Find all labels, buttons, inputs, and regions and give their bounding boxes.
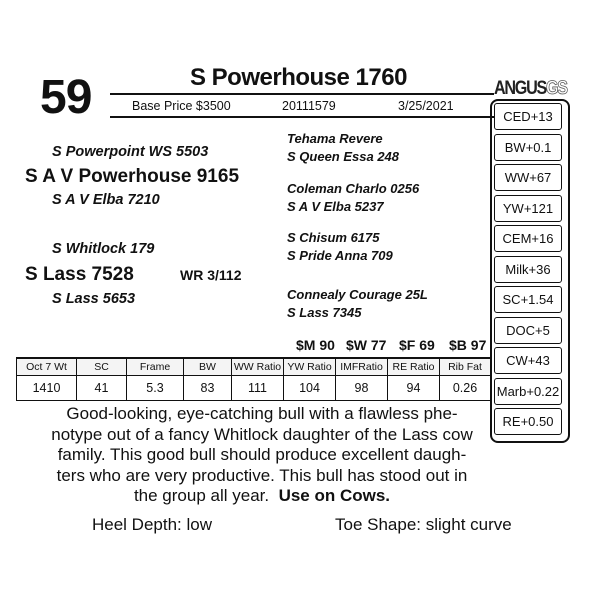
animal-name: S Powerhouse 1760 <box>190 64 407 91</box>
dam-dam: S Lass 5653 <box>52 291 136 307</box>
epd-value: +13 <box>530 109 553 124</box>
value-cell: 111 <box>232 376 284 401</box>
description-line: Good-looking, eye-catching bull with a flawless phe- <box>66 404 458 423</box>
description-line: the group all year. <box>133 486 270 505</box>
description-line-last <box>30 486 494 507</box>
epd-ced <box>494 103 562 130</box>
value-cell: 1410 <box>17 376 77 401</box>
epd-ww <box>494 164 562 191</box>
granddam-sire: Coleman Charlo 0256 <box>287 181 420 196</box>
epd-value: +121 <box>523 200 554 216</box>
dam-grandsire-sire: S Chisum 6175 <box>287 230 380 245</box>
epd-label: BW <box>504 139 526 155</box>
value-cell: 83 <box>184 376 232 401</box>
description-line: ters who are very productive. This bull has stood out in <box>56 465 468 485</box>
info-divider <box>110 116 494 118</box>
header-cell: SC <box>77 358 127 376</box>
sire: S A V Powerhouse 9165 <box>25 166 240 187</box>
granddam-dam: S A V Elba 5237 <box>287 199 384 214</box>
weaning-ratio: WR 3/112 <box>180 267 242 283</box>
index-w: $W 77 <box>346 337 387 353</box>
value-cell: 98 <box>336 376 388 401</box>
performance-table <box>16 357 491 401</box>
epd-marb <box>494 378 562 405</box>
epd-value: +16 <box>531 231 554 246</box>
epd-value: +5 <box>535 322 550 338</box>
epd-label: Marb <box>496 383 527 399</box>
lot-number: 59 <box>40 71 92 124</box>
grandsire-sire: Tehama Revere <box>287 131 383 146</box>
performance-value-row <box>17 376 491 401</box>
heel-depth: Heel Depth: low <box>92 515 213 534</box>
description <box>30 404 494 507</box>
value-cell: 104 <box>284 376 336 401</box>
epd-value: +36 <box>528 261 551 277</box>
grandsire-dam: S Queen Essa 248 <box>287 149 400 164</box>
breed-name: ANGUS <box>494 78 546 99</box>
dam: S Lass 7528 <box>25 264 134 285</box>
epd-label: WW <box>504 170 530 185</box>
epd-value: +0.1 <box>525 139 552 155</box>
epd-value: +0.50 <box>520 414 554 429</box>
value-cell: 0.26 <box>440 376 491 401</box>
performance-header-row <box>17 358 491 376</box>
epd-label: DOC <box>506 322 536 338</box>
description-line: notype out of a fancy Whitlock daughter of the Lass cow <box>51 424 473 444</box>
value-cell: 5.3 <box>127 376 184 401</box>
dam-grandsire-dam: S Pride Anna 709 <box>287 248 393 263</box>
epd-doc <box>494 317 562 344</box>
epd-value: +0.22 <box>526 383 560 399</box>
epd-sc <box>494 286 562 313</box>
epd-bw <box>494 134 562 161</box>
epd-yw <box>494 195 562 222</box>
epd-cw <box>494 347 562 374</box>
toe-shape: Toe Shape: slight curve <box>335 515 512 534</box>
registration-number: 20111579 <box>282 99 336 113</box>
description-line: family. This good bull should produce excellent daugh- <box>57 445 467 464</box>
epd-label: CW <box>506 353 528 368</box>
epd-value: +1.54 <box>520 292 554 307</box>
header-cell: BW <box>184 358 232 376</box>
index-f: $F 69 <box>399 337 435 353</box>
epd-value: +67 <box>529 170 552 185</box>
dam-granddam-dam: S Lass 7345 <box>287 305 362 320</box>
description-emphasis: Use on Cows. <box>278 486 391 505</box>
header-cell: RE Ratio <box>388 358 440 376</box>
epd-label: Milk <box>505 261 529 277</box>
index-b: $B 97 <box>449 337 487 353</box>
index-m: $M 90 <box>296 337 335 353</box>
header-cell: Oct 7 Wt <box>17 358 77 376</box>
header-cell: Rib Fat <box>440 358 491 376</box>
dam-sire: S Whitlock 179 <box>52 241 155 257</box>
sire-dam: S A V Elba 7210 <box>52 192 160 208</box>
epd-label: YW <box>502 200 524 216</box>
header-cell: YW Ratio <box>284 358 336 376</box>
header-cell: Frame <box>127 358 184 376</box>
sire-sire: S Powerpoint WS 5503 <box>52 144 209 160</box>
base-price: Base Price $3500 <box>132 99 231 113</box>
epd-value: +43 <box>527 353 550 368</box>
breed-logo <box>494 78 567 100</box>
value-cell: 41 <box>77 376 127 401</box>
dam-granddam-sire: Connealy Courage 25L <box>287 287 428 302</box>
header-cell: WW Ratio <box>232 358 284 376</box>
breed-suffix: GS <box>545 78 567 99</box>
epd-cem <box>494 225 562 252</box>
epd-milk <box>494 256 562 283</box>
value-cell: 94 <box>388 376 440 401</box>
epd-label: CED <box>503 109 531 124</box>
epd-label: SC <box>502 292 521 307</box>
epd-re <box>494 408 562 435</box>
epd-label: CEM <box>502 231 532 246</box>
title-divider <box>110 93 494 95</box>
birth-date: 3/25/2021 <box>398 99 454 113</box>
header-cell: IMFRatio <box>336 358 388 376</box>
epd-label: RE <box>502 414 521 429</box>
